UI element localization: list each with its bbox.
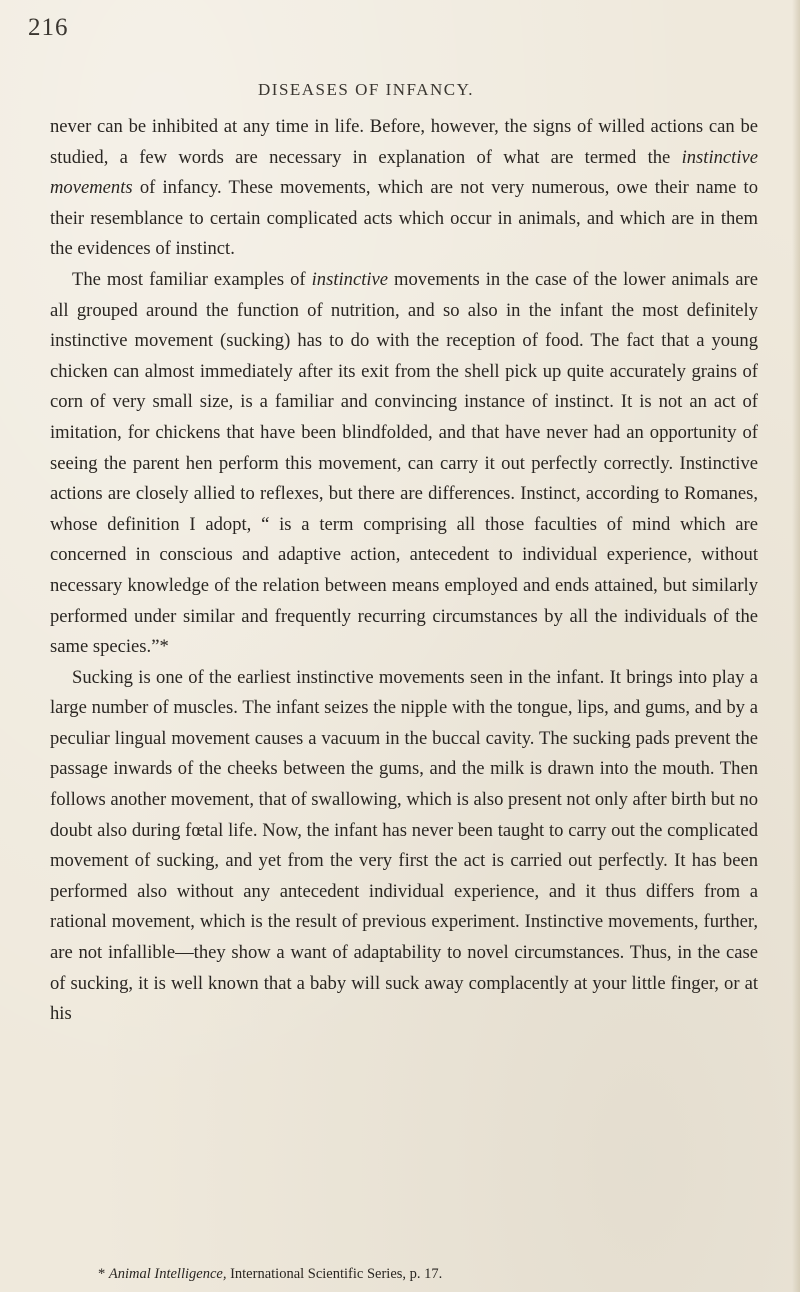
text-segment: of infancy. These movements, which are not very numerous, owe their name to their resemblance to certain complicated acts which occur in animals, and which are in them the evidences of instinct. <box>50 177 758 260</box>
body-text <box>50 112 758 1030</box>
footnote <box>98 1266 442 1283</box>
italic-term: instinctive movements <box>50 146 758 199</box>
page-edge-shadow <box>792 0 800 1292</box>
paragraph <box>50 663 758 1030</box>
text-segment: The most familiar examples of <box>72 268 312 290</box>
paragraph <box>50 112 758 265</box>
text-segment: never can be inhibited at any time in life. Before, however, the signs of willed actions can be studied, a few words are necessary in explanation of what are termed the <box>50 116 758 168</box>
italic-term: instinctive <box>311 268 389 290</box>
footnote-source-title: Animal Intelligence, <box>108 1266 227 1282</box>
footnote-source-detail: International Scientific Series, p. 17. <box>226 1266 443 1282</box>
running-title: DISEASES OF INFANCY. <box>258 80 474 99</box>
text-segment: movements in the case of the lower animals are all grouped around the function of nutrition, and so also in the infant the most definitely instinctive movement (sucking) has to do with the reception of food. The fact that a young chicken can almost immediately after its exit from the shell pick up quite accurately grains of corn of very small size, is a familiar and convincing instance of instinct. It is not an act of imitation, for chickens that have been blindfolded, and that have never had an opportunity of seeing the parent hen perform this movement, can carry it out perfectly correctly. Instinctive actions are closely allied to reflexes, but there are differences. Instinct, according to Romanes, whose definition I adopt, “ is a term comprising all those faculties of mind which are concerned in conscious and adaptive action, antecedent to individual experience, without necessary knowledge of the relation between means employed and ends attained, but similarly performed under similar and frequently recurring circumstances by all the individuals of the same species.”* <box>50 268 758 658</box>
text-segment: Sucking is one of the earliest instinctive movements seen in the infant. It brings into play a large number of muscles. The infant seizes the nipple with the tongue, lips, and gums, and by a peculiar lingual movement causes a vacuum in the buccal cavity. The sucking pads prevent the passage inwards of the cheeks between the gums, and the milk is drawn into the mouth. Then follows another movement, that of swallowing, which is also present not only after birth but no doubt also during fœtal life. Now, the infant has never been taught to carry out the complicated movement of sucking, and yet from the very first the act is carried out perfectly. It has been performed also without any antecedent individual experience, and it thus differs from a rational movement, which is the result of previous experiment. Instinctive movements, further, are not infallible—they show a want of adaptability to novel circumstances. Thus, in the case of sucking, it is well known that a baby will suck away complacently at your little finger, or at his <box>50 666 758 1025</box>
paragraph <box>50 265 758 663</box>
footnote-marker: * <box>98 1266 109 1282</box>
page-number: 216 <box>28 14 69 41</box>
